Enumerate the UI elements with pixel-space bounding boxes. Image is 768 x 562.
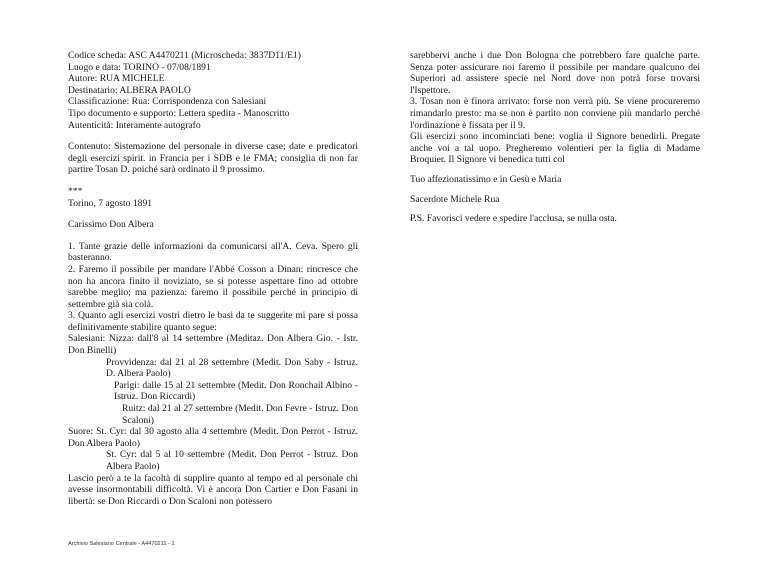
paragraph-3: 3. Quanto agli esercizi vostri dietro le basi da te suggerite mi pare si possa definitivamente stabilire quanto segue: [68, 310, 358, 333]
left-column [68, 50, 358, 507]
header-classification: Classificazione: Rua: Corrispondenza con Salesiani [68, 96, 267, 108]
schedule-suore: Suore: St. Cyr: dal 30 agosto alla 4 settembre (Medit. Don Perrot - Istruz. Don Albera Paolo) [68, 426, 358, 449]
paragraph-1: 1. Tante grazie delle informazioni da comunicarsi all'A. Ceva. Spero gli basteranno. [68, 240, 358, 264]
schedule-st-cyr: St. Cyr: dal 5 al 10 settembre (Medit. Don Perrot - Istruz. Don Albera Paolo) [106, 449, 358, 472]
right-column [410, 50, 700, 225]
schedule-parigi: Parigi: dalle 15 al 21 settembre (Medit. Don Ronchail Albino - Istruz. Don Riccardi) [114, 379, 358, 403]
letter-place-date: Torino, 7 agosto 1891 [68, 197, 153, 209]
schedule-salesiani: Salesiani: Nizza: dall'8 al 14 settembre (Meditaz. Don Albera Gio. - Istr. Don Binelli) [68, 333, 358, 357]
header-code: Codice scheda: ASC A4470211 (Microscheda: 3837D11/E1) [68, 50, 301, 61]
header-document-type: Tipo documento e supporto: Lettera spedita - Manoscritto [68, 107, 290, 119]
paragraph-tosan: 3. Tosan non è finora arrivato: forse non verrà più. Se viene procureremo rimandarlo presto: ma se non è partito non conviene più mandarlo perché l'ordinazione è fissata per il 9. [410, 96, 700, 131]
salutation: Carissimo Don Albera [68, 219, 154, 231]
paragraph-2: 2. Faremo il possibile per mandare l'Abbé Cosson a Dinan: rincresce che non ha ancora finito il noviziato, se si potesse aspettare fino ad ottobre sarebbe meglio; ma pazienza: faremo il possibile perché in principio di settembre già sia colà. [68, 263, 358, 310]
separator: *** [68, 185, 83, 197]
header-authenticity: Autenticità: Interamente autografo [68, 119, 201, 131]
page-footer: Archivio Salesiano Centrale - A4470211 - 1 [68, 541, 175, 547]
paragraph-lascio: Lascio però a te la facoltà di supplire quanto al tempo ed al personale chi avesse insormontabili difficoltà. Vi è ancora Don Cartier e Don Fasani in libertà: se Don Riccardi o Don Scaloni non potessero [68, 472, 358, 507]
signature: Sacerdote Michele Rua [410, 193, 500, 205]
paragraph-continued: sarebbervi anche i due Don Bologna che potrebbero fare qualche parte. Senza poter assicurare noi faremo il possibile per mandare qualcuno dei Superiori ad assistere specie nel Nord dove non potrà forse trovarsi l'Ispettore. [410, 50, 700, 96]
paragraph-esercizi: Gli esercizi sono incominciati bene: voglia il Signore benedirli. Pregate anche voi a tal uopo. Pregheremo volentieri per la figlia di Madame Broquier. Il Signore vi benedica tutti col [410, 131, 700, 166]
postscript: P.S. Favorisci vedere e spedire l'acclusa, se nulla osta. [410, 213, 617, 225]
header-recipient: Destinatario: ALBERA PAOLO [68, 84, 191, 96]
header-author: Autore: RUA MICHELE [68, 73, 165, 85]
schedule-provvidenza: Provvidenza: dal 21 al 28 settembre (Medit. Don Saby - Istruz. D. Albera Paolo) [106, 356, 358, 380]
closing: Tuo affezionatissimo e in Gesù e Maria [410, 173, 562, 185]
header-place-date: Luogo e data: TORINO - 07/08/1891 [68, 61, 211, 73]
schedule-ruitz: Ruitz: dal 21 al 27 settembre (Medit. Don Fevre - Istruz. Don Scaloni) [122, 403, 358, 426]
content-summary: Contenuto: Sistemazione del personale in diverse case; date e predicatori degli esercizi spirit. in Francia per i SDB e le FMA; consiglia di non far partire Tosan D. poiché sarà ordinato il 9 prossimo. [68, 141, 358, 176]
